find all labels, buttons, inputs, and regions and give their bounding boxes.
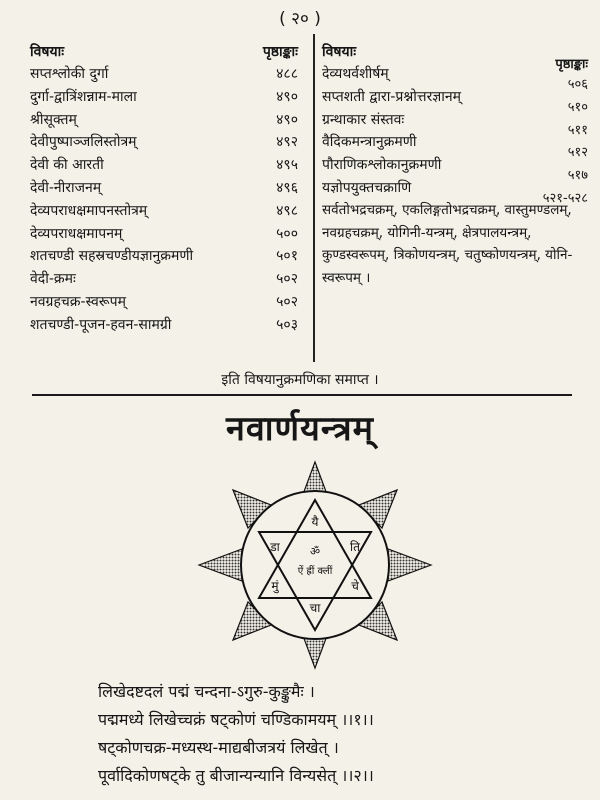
toc-entry: [30, 176, 302, 199]
entry-page: ४९२: [276, 134, 298, 151]
toc-left-header: [30, 40, 302, 62]
subject-header: विषयाः: [322, 44, 357, 60]
yantra-circle: [241, 491, 389, 639]
entry-page: ४९०: [276, 88, 298, 105]
toc-entry: [322, 85, 592, 115]
entry-page: ४८८: [276, 66, 298, 82]
petal-east: [388, 549, 431, 581]
toc-entry-wrapped: सर्वतोभद्रचक्रम्, एकलिङ्गतोभद्रचक्रम्, वास्तुमण्डलम्, नवग्रहचक्रम्, योगिनी-यन्त्रम्, क्षेत्रपालयन्त्रम्, कुण्डस्वरूपम्, त्रिकोणयन्त्रम्, चतुष्कोणयन्त्रम्, योनि-स्वरूपम् ।: [322, 201, 573, 287]
entry-title: वेदी-क्रमः: [30, 271, 76, 288]
petal-west: [199, 549, 242, 581]
hexagon-syllable: डा: [270, 540, 280, 554]
column-divider: [313, 34, 315, 362]
verse-line: लिखेदष्टदलं पद्मं चन्दना-ऽगुरु-कुङ्कुमैः ।: [98, 682, 315, 701]
entry-title: ग्रन्थाकार संस्तवः: [322, 111, 405, 128]
toc-entry: [322, 130, 592, 161]
entry-title: पौराणिकश्लोकानुक्रमणी: [322, 157, 442, 174]
toc-entry: [30, 267, 302, 290]
entry-title: देव्यपराधक्षमापनम्: [30, 225, 123, 242]
toc-right-header: [322, 40, 592, 72]
entry-title: देवी की आरती: [30, 157, 104, 174]
entry-page: ४९०: [276, 111, 298, 128]
entry-page: ४९६: [276, 179, 298, 196]
entry-page: ५१७: [567, 168, 588, 184]
toc-entry: [322, 62, 592, 92]
entry-title: देव्यपराधक्षमापनस्तोत्रम्: [30, 202, 148, 219]
yantra-title: नवार्णयन्त्रम्: [225, 409, 375, 449]
end-note: इति विषयानुक्रमणिका समाप्त ।: [221, 372, 379, 388]
toc-entry: [30, 290, 302, 313]
toc-entry: [322, 108, 592, 138]
subject-header: विषयाः: [30, 44, 65, 60]
toc-entry: [322, 153, 592, 184]
entry-title: शतचण्डी सहस्रचण्डीयज्ञानुक्रमणी: [30, 248, 194, 265]
entry-page: ५०६: [567, 77, 588, 92]
entry-page: ५०२: [276, 271, 298, 288]
entry-page: ५११: [567, 122, 588, 138]
entry-title: सप्तशती द्वारा-प्रश्नोत्तरज्ञानम्: [322, 88, 462, 105]
toc-entry: [30, 85, 302, 108]
toc-entry: [30, 108, 302, 131]
table-of-contents: [30, 40, 590, 370]
center-bijas: ऐं ह्रीं क्लीं: [297, 566, 333, 577]
verse-block: [98, 680, 598, 792]
hexagon-syllable: ति: [350, 540, 360, 554]
page-number: ( २० ): [279, 9, 321, 29]
entry-page: ४९५: [276, 157, 298, 174]
verse-line: षट्कोणचक्र-मध्यस्थ-माद्यबीजत्रयं लिखेत् ।: [98, 738, 339, 757]
hexagon-syllable: चे: [351, 579, 359, 593]
entry-title: देवी-नीराजनम्: [30, 179, 102, 196]
hexagon-syllable: यै: [311, 515, 319, 529]
entry-title: वैदिकमन्त्रानुक्रमणी: [322, 134, 417, 151]
entry-title: श्रीसूक्तम्: [30, 111, 77, 128]
entry-title: यज्ञोपयुक्तचक्राणि: [322, 179, 412, 196]
toc-left-column: [30, 40, 302, 336]
entry-title: नवग्रहचक्र-स्वरूपम्: [30, 293, 127, 310]
toc-entry: [30, 62, 302, 85]
toc-right-column: [322, 40, 592, 290]
verse-line: पद्ममध्ये लिखेच्चक्रं षट्कोणं चण्डिकामयम् ।।१।।: [98, 710, 374, 729]
entry-title: देवीपुष्पाञ्जलिस्तोत्रम्: [30, 134, 137, 151]
toc-entry: [30, 313, 302, 336]
page-header: पृष्ठाङ्काः: [262, 44, 298, 60]
entry-page: ५०२: [276, 293, 298, 310]
center-om: ॐ: [309, 545, 321, 558]
entry-title: सप्तश्लोकी दुर्गा: [30, 66, 109, 82]
navarna-yantra-diagram: [195, 460, 435, 670]
entry-page: ५०१: [276, 248, 298, 265]
entry-page: ५१२: [567, 145, 588, 161]
entry-title: शतचण्डी-पूजन-हवन-सामग्री: [30, 316, 172, 333]
page-header: पृष्ठाङ्काः: [555, 57, 588, 72]
toc-entry: [30, 130, 302, 153]
entry-page: ४९८: [276, 202, 298, 219]
entry-page: ५२१-५२८: [542, 190, 588, 206]
entry-title: दुर्गा-द्वात्रिंशन्नाम-माला: [30, 88, 137, 105]
entry-title: देव्यथर्वशीर्षम्: [322, 66, 389, 82]
verse-line: पूर्वादिकोणषट्के तु बीजान्यन्यानि विन्यसेत् ।।२।।: [98, 766, 374, 785]
horizontal-rule: [32, 394, 572, 396]
toc-entry: [322, 176, 592, 206]
toc-entry: [30, 244, 302, 267]
entry-page: ५१०: [567, 99, 588, 115]
toc-entry: [30, 222, 302, 245]
entry-page: ५०३: [276, 316, 298, 333]
entry-page: ५००: [276, 225, 298, 242]
hexagon-syllable: चा: [309, 601, 321, 615]
hexagon-syllable: मुं: [271, 579, 279, 593]
toc-entry: [30, 153, 302, 176]
toc-entry: [30, 199, 302, 222]
